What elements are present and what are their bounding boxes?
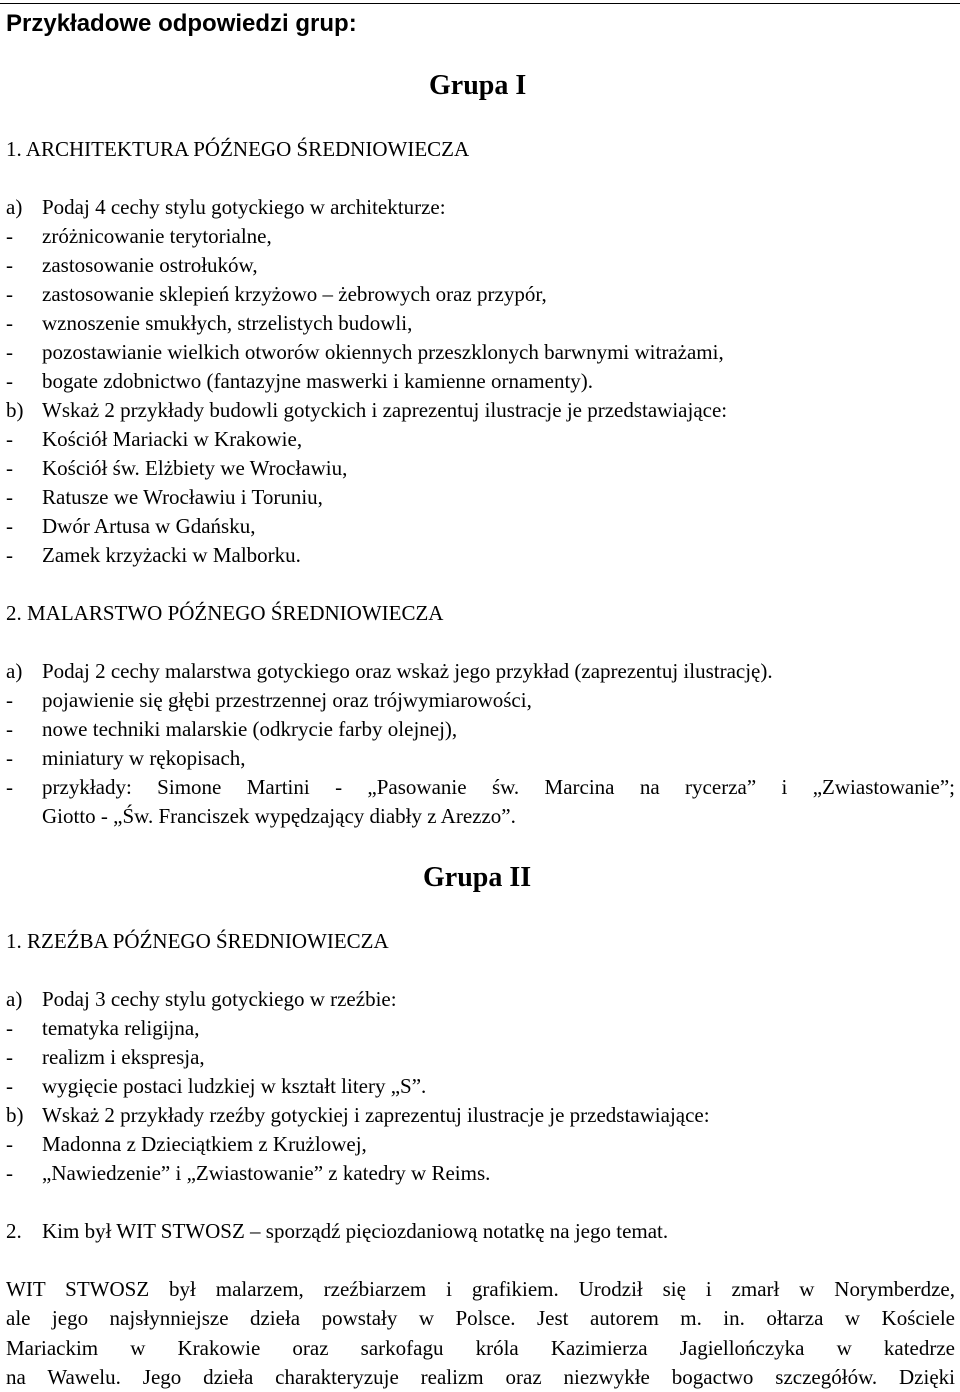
list-item-text: zróżnicowanie terytorialne,: [42, 224, 272, 248]
question-a: [6, 985, 397, 1014]
list-dash: -: [6, 717, 13, 741]
list-item: [6, 338, 724, 367]
list-item: [6, 483, 323, 512]
list-dash: -: [6, 456, 13, 480]
question-a: [6, 193, 446, 222]
list-item: [6, 1014, 199, 1043]
list-item-text: Zamek krzyżacki w Malborku.: [42, 543, 301, 567]
list-dash: -: [6, 1016, 13, 1040]
question-label: 2.: [6, 1219, 22, 1243]
list-dash: -: [6, 311, 13, 335]
list-item-text: wznoszenie smukłych, strzelistych budowli,: [42, 311, 413, 335]
question-label: a): [6, 987, 23, 1011]
list-item-text: Madonna z Dzieciątkiem z Krużlowej,: [42, 1132, 367, 1156]
list-item-text: pozostawianie wielkich otworów okiennych przeszklonych barwnymi witrażami,: [42, 340, 724, 364]
list-item: [6, 1043, 205, 1072]
question-text: Podaj 2 cechy malarstwa gotyckiego oraz wskaż jego przykład (zaprezentuj ilustrację).: [42, 659, 773, 683]
list-item: [6, 309, 412, 338]
list-item-text: pojawienie się głębi przestrzennej oraz trójwymiarowości,: [42, 688, 532, 712]
paragraph-line: na Wawelu. Jego dzieła charakteryzuje realizm oraz niezwykłe bogactwo szczegółów. Dzięki: [6, 1364, 955, 1389]
question-label: b): [6, 1103, 24, 1127]
list-dash: -: [6, 1132, 13, 1156]
paragraph-line: Mariackim w Krakowie oraz sarkofagu króla Kazimierza Jagiellończyka w katedrze: [6, 1335, 955, 1360]
paragraph-line: ale jego najsłynniejsze dzieła powstały w Polsce. Jest autorem m. in. ołtarza w Kościele: [6, 1306, 955, 1331]
list-item-text: bogate zdobnictwo (fantazyjne maswerki i kamienne ornamenty).: [42, 369, 594, 393]
list-item: [6, 1072, 426, 1101]
list-dash: -: [6, 340, 13, 364]
list-item: [6, 251, 258, 280]
group-heading-2: Grupa II: [423, 862, 532, 893]
list-item-text: Dwór Artusa w Gdańsku,: [42, 514, 256, 538]
list-item: [6, 280, 547, 309]
section-title: 1. ARCHITEKTURA PÓŹNEGO ŚREDNIOWIECZA: [6, 137, 470, 161]
list-dash: -: [6, 688, 13, 712]
list-dash: -: [6, 746, 13, 770]
list-dash: -: [6, 427, 13, 451]
list-item-text: Ratusze we Wrocławiu i Toruniu,: [42, 485, 323, 509]
list-item: [6, 773, 955, 802]
list-item: [6, 1130, 367, 1159]
list-item: [6, 744, 246, 773]
list-item-text: realizm i ekspresja,: [42, 1045, 205, 1069]
list-item-text: przykłady: Simone Martini - „Pasowanie św. Marcina na rycerza” i „Zwiastowanie”;: [42, 775, 955, 799]
list-dash: -: [6, 485, 13, 509]
list-item-text: zastosowanie ostrołuków,: [42, 253, 258, 277]
list-item-text: Kościół św. Elżbiety we Wrocławiu,: [42, 456, 348, 480]
list-item: [6, 1159, 490, 1188]
list-item: [6, 715, 457, 744]
question-a: [6, 657, 773, 686]
question-text: Kim był WIT STWOSZ – sporządź pięciozdaniową notatkę na jego temat.: [42, 1219, 669, 1243]
list-item-text: Kościół Mariacki w Krakowie,: [42, 427, 303, 451]
section-title: 1. RZEŹBA PÓŹNEGO ŚREDNIOWIECZA: [6, 929, 389, 953]
answer-paragraph: [6, 1275, 955, 1392]
question-text: Wskaż 2 przykłady budowli gotyckich i zaprezentuj ilustracje je przedstawiające:: [42, 398, 728, 422]
paragraph-line: WIT STWOSZ był malarzem, rzeźbiarzem i grafikiem. Urodził się i zmarł w Norymberdze,: [6, 1277, 955, 1301]
question-label: a): [6, 195, 23, 219]
list-item-text: zastosowanie sklepień krzyżowo – żebrowych oraz przypór,: [42, 282, 547, 306]
list-item-text: „Nawiedzenie” i „Zwiastowanie” z katedry w Reims.: [42, 1161, 491, 1185]
question-b: [6, 1101, 710, 1130]
list-item: [6, 512, 255, 541]
question-text: Wskaż 2 przykłady rzeźby gotyckiej i zaprezentuj ilustracje je przedstawiające:: [42, 1103, 710, 1127]
section-title: 2. MALARSTWO PÓŹNEGO ŚREDNIOWIECZA: [6, 601, 444, 625]
list-dash: -: [6, 775, 13, 799]
list-item: [6, 425, 302, 454]
list-item: [6, 541, 301, 570]
list-dash: -: [6, 224, 13, 248]
list-item-text: nowe techniki malarskie (odkrycie farby olejnej),: [42, 717, 458, 741]
page-title: Przykładowe odpowiedzi grup:: [6, 10, 357, 37]
list-item: [6, 454, 347, 483]
question-2: [6, 1217, 668, 1246]
list-item: [6, 686, 532, 715]
question-b: [6, 396, 727, 425]
list-item-text: tematyka religijna,: [42, 1016, 200, 1040]
question-label: b): [6, 398, 24, 422]
list-item-text: miniatury w rękopisach,: [42, 746, 246, 770]
list-item: [6, 367, 593, 396]
list-dash: -: [6, 514, 13, 538]
list-dash: -: [6, 253, 13, 277]
group-heading-1: Grupa I: [429, 70, 527, 101]
list-dash: -: [6, 282, 13, 306]
list-dash: -: [6, 1161, 13, 1185]
question-text: Podaj 3 cechy stylu gotyckiego w rzeźbie:: [42, 987, 397, 1011]
list-item: [6, 222, 272, 251]
question-text: Podaj 4 cechy stylu gotyckiego w architekturze:: [42, 195, 446, 219]
list-dash: -: [6, 543, 13, 567]
list-dash: -: [6, 1045, 13, 1069]
list-item-continuation: Giotto - „Św. Franciszek wypędzający diabły z Arezzo”.: [42, 804, 516, 828]
list-item-text: wygięcie postaci ludzkiej w kształt litery „S”.: [42, 1074, 427, 1098]
question-label: a): [6, 659, 23, 683]
list-dash: -: [6, 369, 13, 393]
list-dash: -: [6, 1074, 13, 1098]
